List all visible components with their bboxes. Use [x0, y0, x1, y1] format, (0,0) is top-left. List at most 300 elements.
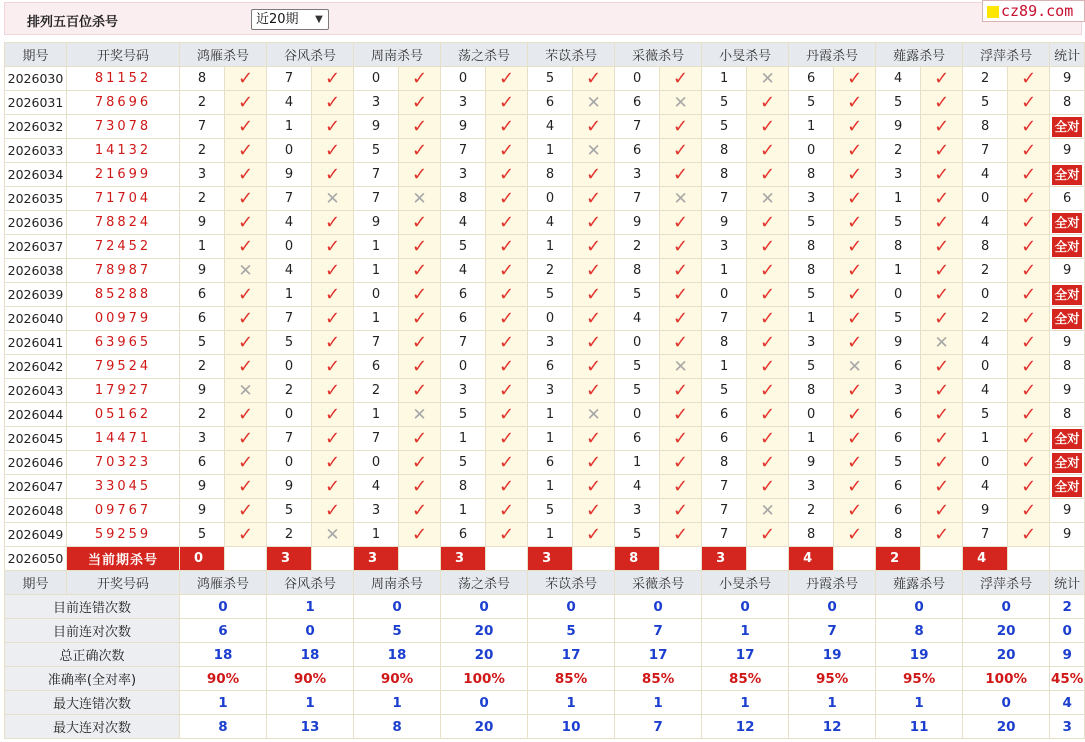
kill-number-cell: 7: [963, 139, 1008, 163]
result-mark-cell: [921, 211, 963, 235]
summary-value: 100%: [963, 667, 1050, 691]
draw-code-cell: 59259: [67, 523, 180, 547]
result-mark-cell: [399, 139, 441, 163]
period-cell: 2026040: [5, 307, 67, 331]
draw-code-cell: 14132: [67, 139, 180, 163]
current-kill-number: 0: [180, 547, 225, 571]
table-row: [5, 163, 1085, 187]
check-icon: ✓: [760, 139, 776, 161]
result-mark-cell: [573, 67, 615, 91]
result-mark-cell: [660, 307, 702, 331]
result-mark-cell: [225, 475, 267, 499]
summary-row: [5, 715, 1085, 739]
result-mark-cell: [399, 67, 441, 91]
all-correct-badge: 全对: [1052, 237, 1082, 257]
draw-code-cell: 85288: [67, 283, 180, 307]
period-cell: 2026041: [5, 331, 67, 355]
summary-value: 1: [702, 619, 789, 643]
period-cell: 2026038: [5, 259, 67, 283]
cross-icon: ✕: [238, 260, 253, 281]
current-blank-cell: [1008, 547, 1050, 571]
result-mark-cell: [486, 163, 528, 187]
summary-value: 85%: [702, 667, 789, 691]
table-row: [5, 307, 1085, 331]
period-cell: 2026031: [5, 91, 67, 115]
result-mark-cell: [1008, 259, 1050, 283]
summary-stat-value: 45%: [1050, 667, 1085, 691]
kill-number-cell: 3: [180, 427, 225, 451]
kill-number-cell: 0: [441, 355, 486, 379]
check-icon: ✓: [673, 67, 689, 89]
check-icon: ✓: [411, 283, 428, 305]
result-mark-cell: [747, 379, 789, 403]
kill-number-cell: 7: [354, 163, 399, 187]
check-icon: ✓: [586, 355, 602, 377]
summary-value: 17: [615, 643, 702, 667]
check-icon: ✓: [237, 67, 254, 89]
result-mark-cell: [747, 235, 789, 259]
check-icon: ✓: [324, 427, 341, 449]
result-mark-cell: [834, 115, 876, 139]
result-mark-cell: [1008, 115, 1050, 139]
kill-number-cell: 1: [789, 427, 834, 451]
check-icon: ✓: [760, 355, 776, 377]
draw-code-cell: 00979: [67, 307, 180, 331]
check-icon: ✓: [1021, 451, 1037, 473]
check-icon: ✓: [586, 163, 602, 185]
kill-number-cell: 7: [267, 67, 312, 91]
check-icon: ✓: [324, 499, 341, 521]
check-icon: ✓: [1021, 211, 1037, 233]
check-icon: ✓: [324, 475, 341, 497]
kill-number-cell: 5: [615, 283, 660, 307]
check-icon: ✓: [586, 379, 602, 401]
site-logo[interactable]: [982, 0, 1085, 22]
kill-number-cell: 1: [528, 235, 573, 259]
kill-number-cell: 6: [528, 355, 573, 379]
check-icon: ✓: [847, 427, 863, 449]
check-icon: ✓: [411, 331, 428, 353]
draw-code-cell: 78696: [67, 91, 180, 115]
summary-value: 17: [528, 643, 615, 667]
current-kill-number: 3: [354, 547, 399, 571]
kill-number-cell: 3: [789, 187, 834, 211]
current-blank-cell: [312, 547, 354, 571]
check-icon: ✓: [237, 403, 254, 425]
kill-number-cell: 0: [615, 403, 660, 427]
kill-number-cell: 1: [615, 451, 660, 475]
period-cell: 2026046: [5, 451, 67, 475]
result-mark-cell: [1008, 139, 1050, 163]
period-cell: 2026036: [5, 211, 67, 235]
check-icon: ✓: [673, 379, 689, 401]
kill-number-cell: 4: [267, 91, 312, 115]
kill-number-cell: 1: [789, 307, 834, 331]
result-mark-cell: [486, 139, 528, 163]
result-mark-cell: [225, 187, 267, 211]
period-range-select[interactable]: [251, 9, 329, 30]
all-correct-badge: 全对: [1052, 213, 1082, 233]
col-header-expert: 浮萍杀号: [963, 571, 1050, 595]
result-mark-cell: [747, 451, 789, 475]
check-icon: ✓: [237, 211, 254, 233]
current-kill-number: 3: [528, 547, 573, 571]
result-mark-cell: [921, 235, 963, 259]
check-icon: ✓: [934, 91, 950, 113]
result-mark-cell: [660, 67, 702, 91]
summary-value: 12: [789, 715, 876, 739]
check-icon: ✓: [324, 235, 341, 257]
kill-number-cell: 3: [528, 379, 573, 403]
check-icon: ✓: [760, 451, 776, 473]
cross-icon: ✕: [934, 332, 949, 353]
kill-number-cell: 5: [180, 523, 225, 547]
kill-number-cell: 3: [702, 235, 747, 259]
result-mark-cell: [225, 403, 267, 427]
summary-value: 8: [876, 619, 963, 643]
kill-number-cell: 1: [528, 475, 573, 499]
check-icon: ✓: [934, 403, 950, 425]
result-mark-cell: [399, 451, 441, 475]
check-icon: ✓: [324, 139, 341, 161]
kill-number-cell: 7: [702, 475, 747, 499]
check-icon: ✓: [499, 235, 515, 257]
check-icon: ✓: [324, 283, 341, 305]
result-mark-cell: [225, 523, 267, 547]
result-mark-cell: [225, 355, 267, 379]
check-icon: ✓: [934, 187, 950, 209]
kill-number-cell: 0: [267, 139, 312, 163]
result-mark-cell: [1008, 427, 1050, 451]
kill-number-cell: 1: [354, 235, 399, 259]
kill-number-cell: 9: [441, 115, 486, 139]
kill-number-cell: 9: [702, 211, 747, 235]
result-mark-cell: [225, 451, 267, 475]
cross-icon: ✕: [586, 140, 601, 161]
check-icon: ✓: [847, 331, 863, 353]
stat-value: 9: [1063, 503, 1072, 518]
result-mark-cell: [486, 403, 528, 427]
check-icon: ✓: [324, 451, 341, 473]
stat-value: 9: [1063, 383, 1072, 398]
kill-number-cell: 7: [354, 427, 399, 451]
kill-number-cell: 1: [702, 67, 747, 91]
stat-cell: [1050, 139, 1085, 163]
kill-number-cell: 5: [441, 235, 486, 259]
result-mark-cell: [1008, 523, 1050, 547]
stat-cell: [1050, 355, 1085, 379]
check-icon: ✓: [847, 139, 863, 161]
result-mark-cell: [921, 475, 963, 499]
kill-number-cell: 1: [702, 355, 747, 379]
period-cell: 2026048: [5, 499, 67, 523]
summary-value: 90%: [267, 667, 354, 691]
all-correct-badge: 全对: [1052, 453, 1082, 473]
summary-value: 18: [354, 643, 441, 667]
result-mark-cell: [747, 211, 789, 235]
check-icon: ✓: [934, 211, 950, 233]
result-mark-cell: [921, 523, 963, 547]
kill-number-cell: 1: [528, 523, 573, 547]
cross-icon: ✕: [412, 404, 427, 425]
cross-icon: ✕: [760, 500, 775, 521]
result-mark-cell: [225, 115, 267, 139]
summary-label: 目前连错次数: [5, 595, 180, 619]
result-mark-cell: [921, 187, 963, 211]
result-mark-cell: [834, 307, 876, 331]
kill-number-cell: 9: [876, 331, 921, 355]
kill-number-cell: 6: [441, 307, 486, 331]
current-stat-cell: [1050, 547, 1085, 571]
kill-number-cell: 4: [528, 115, 573, 139]
kill-number-cell: 5: [702, 91, 747, 115]
stat-cell: [1050, 187, 1085, 211]
kill-number-cell: 5: [789, 283, 834, 307]
kill-number-cell: 8: [528, 163, 573, 187]
result-mark-cell: [399, 115, 441, 139]
result-mark-cell: [312, 331, 354, 355]
check-icon: ✓: [847, 187, 863, 209]
result-mark-cell: [486, 475, 528, 499]
all-correct-badge: 全对: [1052, 477, 1082, 497]
kill-number-cell: 5: [528, 499, 573, 523]
check-icon: ✓: [411, 523, 428, 545]
table-row: [5, 331, 1085, 355]
check-icon: ✓: [760, 475, 776, 497]
current-kill-number: 4: [789, 547, 834, 571]
check-icon: ✓: [1021, 259, 1037, 281]
summary-value: 90%: [354, 667, 441, 691]
result-mark-cell: [225, 427, 267, 451]
check-icon: ✓: [760, 523, 776, 545]
summary-value: 17: [702, 643, 789, 667]
draw-code-cell: 05162: [67, 403, 180, 427]
logo-text: cz89.com: [1001, 2, 1074, 20]
kill-number-cell: 0: [876, 283, 921, 307]
summary-value: 0: [354, 595, 441, 619]
kill-number-cell: 7: [354, 187, 399, 211]
table-row: [5, 235, 1085, 259]
result-mark-cell: [312, 139, 354, 163]
check-icon: ✓: [847, 211, 863, 233]
kill-number-cell: 1: [876, 259, 921, 283]
check-icon: ✓: [499, 379, 515, 401]
summary-row: [5, 643, 1085, 667]
result-mark-cell: [573, 475, 615, 499]
check-icon: ✓: [411, 211, 428, 233]
result-mark-cell: [660, 331, 702, 355]
chevron-down-icon: ▼: [315, 14, 323, 25]
cross-icon: ✕: [412, 188, 427, 209]
summary-value: 0: [180, 595, 267, 619]
check-icon: ✓: [499, 451, 515, 473]
result-mark-cell: [834, 451, 876, 475]
current-period-row: [5, 547, 1085, 571]
check-icon: ✓: [237, 523, 254, 545]
current-kill-number: 3: [702, 547, 747, 571]
result-mark-cell: [660, 283, 702, 307]
result-mark-cell: [660, 235, 702, 259]
draw-code-cell: 33045: [67, 475, 180, 499]
check-icon: ✓: [760, 403, 776, 425]
kill-number-cell: 5: [876, 211, 921, 235]
draw-code-cell: 21699: [67, 163, 180, 187]
result-mark-cell: [834, 355, 876, 379]
result-mark-cell: [921, 403, 963, 427]
header-row: [5, 43, 1085, 67]
kill-number-cell: 6: [876, 427, 921, 451]
kill-number-cell: 7: [702, 523, 747, 547]
check-icon: ✓: [847, 523, 863, 545]
current-kill-number: 8: [615, 547, 660, 571]
cross-icon: ✕: [847, 356, 862, 377]
col-header-stat: 统计: [1050, 43, 1085, 67]
check-icon: ✓: [934, 115, 950, 137]
check-icon: ✓: [237, 331, 254, 353]
kill-number-cell: 0: [267, 355, 312, 379]
kill-number-cell: 2: [528, 259, 573, 283]
result-mark-cell: [834, 499, 876, 523]
kill-number-cell: 2: [180, 91, 225, 115]
check-icon: ✓: [847, 259, 863, 281]
logo-square-icon: [987, 6, 999, 18]
kill-number-cell: 9: [180, 211, 225, 235]
result-mark-cell: [747, 115, 789, 139]
check-icon: ✓: [324, 211, 341, 233]
kill-number-cell: 6: [702, 427, 747, 451]
result-mark-cell: [921, 307, 963, 331]
kill-number-cell: 5: [615, 355, 660, 379]
kill-number-cell: 4: [963, 211, 1008, 235]
check-icon: ✓: [237, 427, 254, 449]
result-mark-cell: [312, 67, 354, 91]
stat-value: 9: [1063, 71, 1072, 86]
kill-number-cell: 7: [702, 307, 747, 331]
check-icon: ✓: [847, 91, 863, 113]
summary-value: 5: [354, 619, 441, 643]
current-kill-label: 当前期杀号: [67, 547, 180, 571]
check-icon: ✓: [847, 67, 863, 89]
result-mark-cell: [660, 451, 702, 475]
cross-icon: ✕: [586, 92, 601, 113]
kill-number-cell: 6: [876, 475, 921, 499]
col-header-code: 开奖号码: [67, 43, 180, 67]
draw-code-cell: 63965: [67, 331, 180, 355]
check-icon: ✓: [934, 499, 950, 521]
result-mark-cell: [660, 499, 702, 523]
result-mark-cell: [660, 163, 702, 187]
result-mark-cell: [660, 379, 702, 403]
kill-number-cell: 1: [528, 139, 573, 163]
result-mark-cell: [486, 235, 528, 259]
check-icon: ✓: [1021, 355, 1037, 377]
kill-number-cell: 2: [180, 355, 225, 379]
check-icon: ✓: [324, 403, 341, 425]
result-mark-cell: [573, 91, 615, 115]
table-row: [5, 115, 1085, 139]
page-title: 排列五百位杀号: [27, 15, 119, 30]
check-icon: ✓: [847, 403, 863, 425]
result-mark-cell: [834, 427, 876, 451]
cross-icon: ✕: [586, 404, 601, 425]
result-mark-cell: [225, 379, 267, 403]
kill-number-cell: 1: [963, 427, 1008, 451]
result-mark-cell: [1008, 307, 1050, 331]
summary-label: 最大连错次数: [5, 691, 180, 715]
kill-number-cell: 0: [702, 283, 747, 307]
kill-number-cell: 7: [441, 139, 486, 163]
kill-number-cell: 7: [267, 427, 312, 451]
kill-number-cell: 7: [702, 499, 747, 523]
kill-number-cell: 7: [615, 115, 660, 139]
check-icon: ✓: [760, 259, 776, 281]
check-icon: ✓: [586, 283, 602, 305]
summary-value: 1: [789, 691, 876, 715]
result-mark-cell: [486, 211, 528, 235]
kill-number-cell: 6: [528, 451, 573, 475]
summary-value: 5: [528, 619, 615, 643]
kill-number-cell: 8: [702, 451, 747, 475]
kill-number-cell: 5: [789, 355, 834, 379]
table-row: [5, 427, 1085, 451]
result-mark-cell: [834, 211, 876, 235]
stat-cell: [1050, 307, 1085, 331]
summary-value: 1: [354, 691, 441, 715]
result-mark-cell: [573, 523, 615, 547]
kill-number-cell: 2: [876, 139, 921, 163]
result-mark-cell: [399, 259, 441, 283]
period-cell: 2026043: [5, 379, 67, 403]
result-mark-cell: [399, 187, 441, 211]
check-icon: ✓: [847, 379, 863, 401]
result-mark-cell: [225, 163, 267, 187]
kill-number-cell: 8: [789, 235, 834, 259]
col-header-expert: 小旻杀号: [702, 43, 789, 67]
check-icon: ✓: [847, 475, 863, 497]
check-icon: ✓: [673, 139, 689, 161]
check-icon: ✓: [237, 283, 254, 305]
col-header-expert: 荡之杀号: [441, 571, 528, 595]
check-icon: ✓: [673, 283, 689, 305]
stat-value: 9: [1063, 263, 1072, 278]
all-correct-badge: 全对: [1052, 165, 1082, 185]
summary-value: 20: [963, 643, 1050, 667]
table-row: [5, 475, 1085, 499]
kill-number-cell: 4: [441, 259, 486, 283]
kill-number-cell: 0: [441, 67, 486, 91]
result-mark-cell: [747, 283, 789, 307]
summary-stat-value: 0: [1050, 619, 1085, 643]
cross-icon: ✕: [325, 524, 340, 545]
kill-number-cell: 3: [789, 475, 834, 499]
result-mark-cell: [573, 307, 615, 331]
check-icon: ✓: [324, 379, 341, 401]
result-mark-cell: [573, 403, 615, 427]
result-mark-cell: [1008, 331, 1050, 355]
kill-number-cell: 6: [876, 355, 921, 379]
kill-number-cell: 5: [789, 91, 834, 115]
kill-number-cell: 2: [963, 259, 1008, 283]
result-mark-cell: [225, 91, 267, 115]
result-mark-cell: [573, 115, 615, 139]
cross-icon: ✕: [760, 188, 775, 209]
col-header-expert: 丹霞杀号: [789, 571, 876, 595]
result-mark-cell: [312, 403, 354, 427]
summary-value: 7: [615, 619, 702, 643]
kill-number-cell: 8: [876, 235, 921, 259]
result-mark-cell: [573, 379, 615, 403]
col-header-period: 期号: [5, 571, 67, 595]
